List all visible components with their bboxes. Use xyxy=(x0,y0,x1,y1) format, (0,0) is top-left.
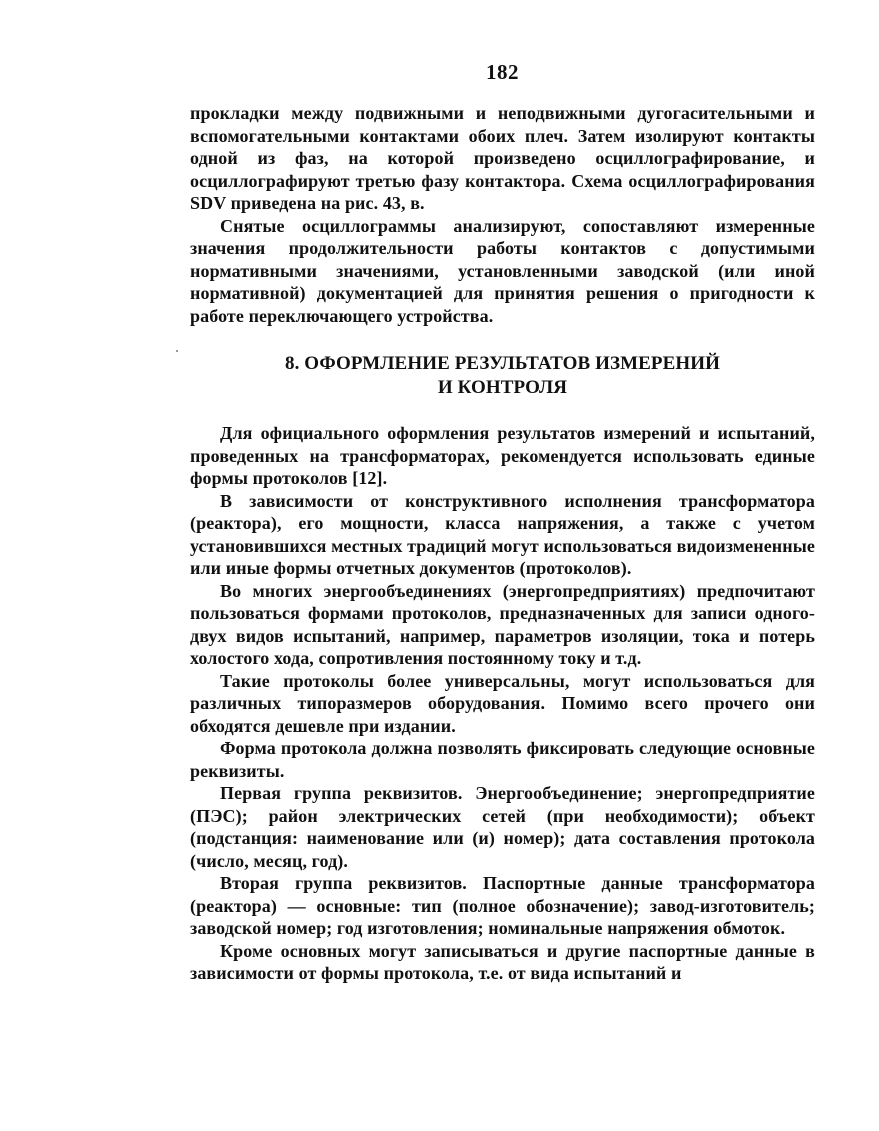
paragraph-other-data: Кроме основных могут записываться и другие паспортные данные в зависимости от формы протокола, т.е. от вида испытаний и xyxy=(190,940,815,983)
document-page xyxy=(190,60,815,985)
section-heading-line-1: 8. ОФОРМЛЕНИЕ РЕЗУЛЬТАТОВ ИЗМЕРЕНИЙ xyxy=(284,353,721,374)
section-heading-line-2: И КОНТРОЛЯ xyxy=(437,377,568,398)
paragraph-oscillogram-analysis: Снятые осциллограммы анализируют, сопоставляют измеренные значения продолжительности работы контактов с допустимыми нормативными значениями, установленными заводской (или иной нормативной) документацией для принятия решения о пригодности к работе переключающего устройства. xyxy=(190,215,815,326)
paragraph-second-group: Вторая группа реквизитов. Паспортные данные трансформатора (реактора) — основные: тип (полное обозначение); завод-изготовитель; заводской номер; год изготовления; номинальные напряжения обмоток. xyxy=(190,873,815,938)
page-number: 182 xyxy=(486,60,519,84)
section-heading xyxy=(190,352,815,400)
paragraph-energy-companies: Во многих энергообъединениях (энергопредприятиях) предпочитают пользоваться формами протоколов, предназначенных для записи одного-двух видов испытаний, например, параметров изоляции, тока и потерь холостого хода, сопротивления постоянному току и т.д. xyxy=(190,580,815,668)
paragraph-first-group: Первая группа реквизитов. Энергообъединение; энергопредприятие (ПЭС); район электрических сетей (при необходимости); объект (подстанция: наименование или (и) номер); дата составления протокола (число, месяц, год). xyxy=(190,783,815,871)
paragraph-continued: прокладки между подвижными и неподвижными дугогасительными и вспомогательными контактами обоих плеч. Затем изолируют контакты одной из фаз, на которой произведено осциллографирование, и осциллографируют третью фазу контактора. Схема осциллографирования SDV приведена на рис. 43, в. xyxy=(190,103,815,213)
scan-speck xyxy=(176,350,178,352)
paragraph-universal-protocols: Такие протоколы более универсальны, могут использоваться для различных типоразмеров оборудования. Помимо всего прочего они обходятся дешевле при издании. xyxy=(190,670,815,736)
paragraph-design-dependence: В зависимости от конструктивного исполнения трансформатора (реактора), его мощности, класса напряжения, а также с учетом установившихся местных традиций могут использоваться видоизмененные или иные формы отчетных документов (протоколов). xyxy=(190,490,815,578)
paragraph-official-forms: Для официального оформления результатов измерений и испытаний, проведенных на трансформаторах, рекомендуется использовать единые формы протоколов [12]. xyxy=(190,423,815,488)
paragraph-protocol-form: Форма протокола должна позволять фиксировать следующие основные реквизиты. xyxy=(190,738,815,781)
